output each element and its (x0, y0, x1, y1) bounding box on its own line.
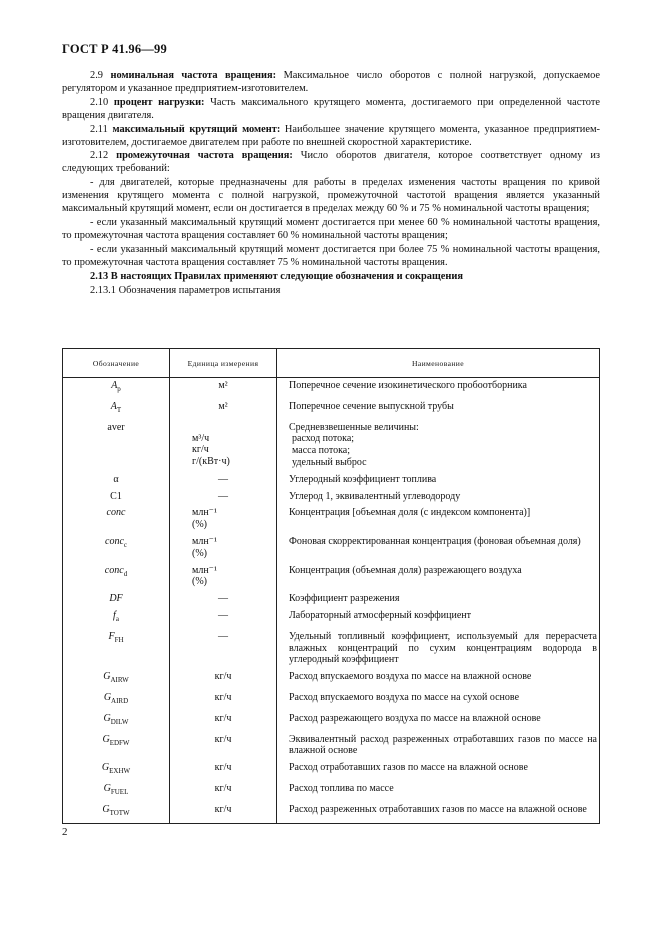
symbol-cell (63, 472, 170, 489)
symbol-cell (63, 505, 170, 534)
table-row (63, 563, 600, 592)
unit-cell (170, 563, 277, 592)
symbol: C1 (110, 490, 122, 502)
parameters-table (62, 348, 600, 824)
symbol-subscript: AIRW (110, 676, 129, 685)
term: процент нагрузки: (113, 96, 205, 108)
unit-cell (170, 781, 277, 802)
name-cell (277, 690, 600, 711)
name-cell (277, 399, 600, 420)
symbol-cell (63, 608, 170, 629)
unit-cell (170, 802, 277, 823)
table-row (63, 711, 600, 732)
symbol: A (110, 400, 117, 412)
unit-cell (170, 732, 277, 761)
symbol: A (111, 380, 118, 391)
table-row (63, 534, 600, 563)
symbol-cell (63, 760, 170, 781)
unit-value: (%) (192, 547, 207, 559)
bullet-item: - для двигателей, которые предназначены для работы в пределах изменения частоты вращения по кривой изменения крутящего момента с полной нагрузкой, промежуточной частотой вращения является указанный максимальный крутящий момент, если он достигается в пределах между 60 % и 75 % номинальной частоты вращения; (62, 177, 600, 215)
symbol: G (102, 733, 110, 745)
table-row (63, 399, 600, 420)
name-cell (277, 505, 600, 534)
unit-value: кг/ч (214, 803, 232, 815)
parameter-name: Расход впускаемого воздуха по массе на сухой основе (289, 691, 520, 703)
symbol-cell (63, 420, 170, 472)
section-heading-2-13-1: 2.13.1 Обозначения параметров испытания (90, 284, 281, 296)
name-cell (277, 378, 600, 399)
parameter-name: Расход отработавших газов по массе на влажной основе (289, 762, 528, 774)
document-header: ГОСТ Р 41.96—99 (62, 42, 167, 56)
symbol: G (103, 671, 111, 683)
symbol-subscript: TOTW (109, 808, 130, 817)
unit-cell (170, 534, 277, 563)
table-row (63, 472, 600, 489)
unit-value: кг/ч (192, 444, 209, 456)
symbol-cell (63, 669, 170, 690)
unit-value: м² (218, 380, 228, 391)
symbol-subscript: FUEL (110, 787, 129, 796)
paragraph-2-11: 2.11 максимальный крутящий момент: Наибольшее значение крутящего момента, указанное предприятием-изготовителем, достигаемое двигателем при работе по внешней скоростной характеристике. (62, 123, 601, 148)
table-row (63, 591, 600, 608)
table-row (63, 489, 600, 506)
name-cell (277, 802, 600, 823)
symbol-cell (63, 489, 170, 506)
unit-value: кг/ч (214, 762, 232, 774)
name-cell (277, 563, 600, 592)
column-header-symbol: Обозначение (63, 349, 170, 378)
parameter-name: Расход топлива по массе (289, 782, 394, 794)
parameter-name: Поперечное сечение изокинетического пробоотборника (289, 380, 527, 391)
table-row (63, 420, 600, 472)
name-cell (277, 781, 600, 802)
table-header-row (63, 349, 600, 378)
symbol: G (103, 691, 112, 703)
paragraph-2-9: 2.9 номинальная частота вращения: Максимальное число оборотов с полной нагрузкой, допускаемое регулятором и указанное предприятием-изготовителем. (62, 70, 600, 94)
bullet-item: - если указанный максимальный крутящий момент достигается при более 75 % номинальной частоты вращения, то промежуточная частота вращения составляет 75 % номинальной частоты вращения. (62, 243, 600, 268)
name-cell (277, 608, 600, 629)
parameter-name: Средневзвешенные величины: (289, 421, 419, 433)
symbol-subscript: EXHW (109, 767, 131, 776)
name-cell (277, 591, 600, 608)
parameter-name: Поперечное сечение выпускной трубы (289, 400, 454, 412)
paragraph-2-12: 2.12 промежуточная частота вращения: Число оборотов двигателя, которое соответствует одному из следующих требований: (62, 150, 600, 175)
unit-cell (170, 489, 277, 506)
symbol-subscript: AIRD (111, 696, 129, 705)
unit-cell (170, 669, 277, 690)
symbol-cell (63, 781, 170, 802)
table-row (63, 669, 600, 690)
unit-cell (170, 399, 277, 420)
unit-cell (170, 711, 277, 732)
symbol-cell (63, 591, 170, 608)
unit-value: млн⁻¹ (192, 507, 217, 519)
table-row (63, 732, 600, 761)
name-cell (277, 669, 600, 690)
table-row (63, 505, 600, 534)
symbol-cell (63, 732, 170, 761)
symbol-cell (63, 399, 170, 420)
parameter-name: Фоновая скорректированная концентрация (фоновая объемная доля) (289, 535, 581, 547)
parameter-name: Углерод 1, эквивалентный углеводороду (289, 490, 461, 502)
parameter-name: Удельный топливный коэффициент, используемый для перерасчета влажных концентраций по сухим концентрациям водорода в углеродный коэффициент (289, 630, 597, 666)
unit-cell (170, 420, 277, 472)
symbol-cell (63, 534, 170, 563)
symbol: G (102, 803, 110, 815)
unit-value: м² (218, 400, 228, 412)
parameter-name: Расход разреженных отработавших газов по массе на влажной основе (289, 803, 587, 815)
unit-cell (170, 591, 277, 608)
parameter-name: Лабораторный атмосферный коэффициент (289, 609, 471, 621)
unit-value: (%) (192, 576, 207, 588)
symbol: DF (109, 593, 123, 605)
unit-cell (170, 690, 277, 711)
term: промежуточная частота вращения: (116, 150, 293, 162)
table-row (63, 781, 600, 802)
body-text (62, 70, 600, 298)
symbol: f (113, 609, 116, 621)
symbol-cell (63, 711, 170, 732)
table-row (63, 690, 600, 711)
symbol-subscript: a (115, 614, 119, 623)
table-row (63, 378, 600, 399)
symbol-subscript: EDFW (109, 738, 130, 747)
unit-value: (%) (192, 519, 207, 531)
unit-value: г/(кВт·ч) (192, 456, 230, 468)
symbol: conc (104, 564, 124, 576)
name-cell (277, 472, 600, 489)
unit-value: м³/ч (192, 432, 210, 444)
parameter-name: Расход впускаемого воздуха по массе на влажной основе (289, 671, 532, 683)
parameter-name: Коэффициент разрежения (289, 593, 400, 605)
parameter-name: Расход разрежающего воздуха по массе на влажной основе (289, 712, 541, 724)
unit-value: кг/ч (214, 712, 232, 724)
name-cell (277, 420, 600, 472)
name-cell (277, 489, 600, 506)
symbol: α (113, 473, 119, 485)
parameter-subitem: удельный выброс (292, 456, 367, 468)
unit-value: кг/ч (214, 691, 232, 703)
symbol: F (108, 630, 115, 642)
section-heading-2-13: 2.13 В настоящих Правилах применяют следующие обозначения и сокращения (90, 270, 463, 282)
unit-value: — (218, 490, 228, 502)
unit-value: — (218, 609, 228, 621)
symbol-subscript: d (123, 569, 128, 578)
unit-value: — (218, 473, 228, 485)
unit-value: кг/ч (214, 733, 232, 745)
name-cell (277, 732, 600, 761)
unit-value: — (218, 593, 228, 605)
symbol-cell (63, 563, 170, 592)
symbol-cell (63, 802, 170, 823)
unit-value: млн⁻¹ (192, 535, 217, 547)
table-row (63, 802, 600, 823)
unit-cell (170, 608, 277, 629)
unit-value (192, 422, 254, 433)
unit-cell (170, 760, 277, 781)
table-row (63, 629, 600, 669)
parameter-name: Углеродный коэффициент топлива (289, 473, 437, 485)
unit-value: кг/ч (214, 671, 232, 683)
name-cell (277, 534, 600, 563)
parameter-name: Концентрация [объемная доля (с индексом компонента)] (289, 507, 531, 519)
term: номинальная частота вращения: (110, 70, 277, 81)
symbol-subscript: DILW (110, 717, 129, 726)
unit-cell (170, 378, 277, 399)
table-body (63, 378, 600, 824)
symbol: G (103, 712, 111, 724)
table-row (63, 608, 600, 629)
symbol-subscript: FH (114, 635, 124, 644)
symbol-cell (63, 629, 170, 669)
unit-cell (170, 629, 277, 669)
page-number: 2 (62, 826, 68, 838)
parameter-name: Концентрация (объемная доля) разрежающего воздуха (289, 564, 522, 576)
name-cell (277, 629, 600, 669)
name-cell (277, 711, 600, 732)
column-header-unit: Единица измерения (170, 349, 277, 378)
table-row (63, 760, 600, 781)
symbol-subscript: T (116, 405, 122, 414)
symbol: conc (105, 535, 124, 547)
symbol: conc (106, 507, 126, 519)
unit-value: млн⁻¹ (192, 564, 217, 576)
symbol: G (103, 782, 111, 794)
unit-value: — (218, 630, 228, 642)
symbol-cell (63, 378, 170, 399)
parameter-subitem: расход потока; (292, 433, 355, 445)
parameter-subitem: масса потока; (292, 445, 351, 457)
symbol-cell (63, 690, 170, 711)
name-cell (277, 760, 600, 781)
paragraph-2-10: 2.10 процент нагрузки: Часть максимального крутящего момента, достигаемого при определенной частоте вращения двигателя. (62, 96, 600, 121)
symbol-subscript: p (117, 385, 121, 393)
symbol: aver (107, 421, 125, 433)
term: максимальный крутящий момент: (112, 123, 281, 135)
symbol-subscript: c (123, 540, 127, 549)
unit-cell (170, 505, 277, 534)
bullet-item: - если указанный максимальный крутящий момент достигается при менее 60 % номинальной частоты вращения, то промежуточная частота вращения составляет 60 % номинальной частоты вращения; (62, 216, 600, 241)
symbol: G (101, 762, 110, 774)
column-header-name: Наименование (277, 349, 600, 378)
parameter-name: Эквивалентный расход разреженных отработавших газов по массе на влажной основе (289, 733, 597, 757)
unit-cell (170, 472, 277, 489)
unit-value: кг/ч (214, 782, 232, 794)
